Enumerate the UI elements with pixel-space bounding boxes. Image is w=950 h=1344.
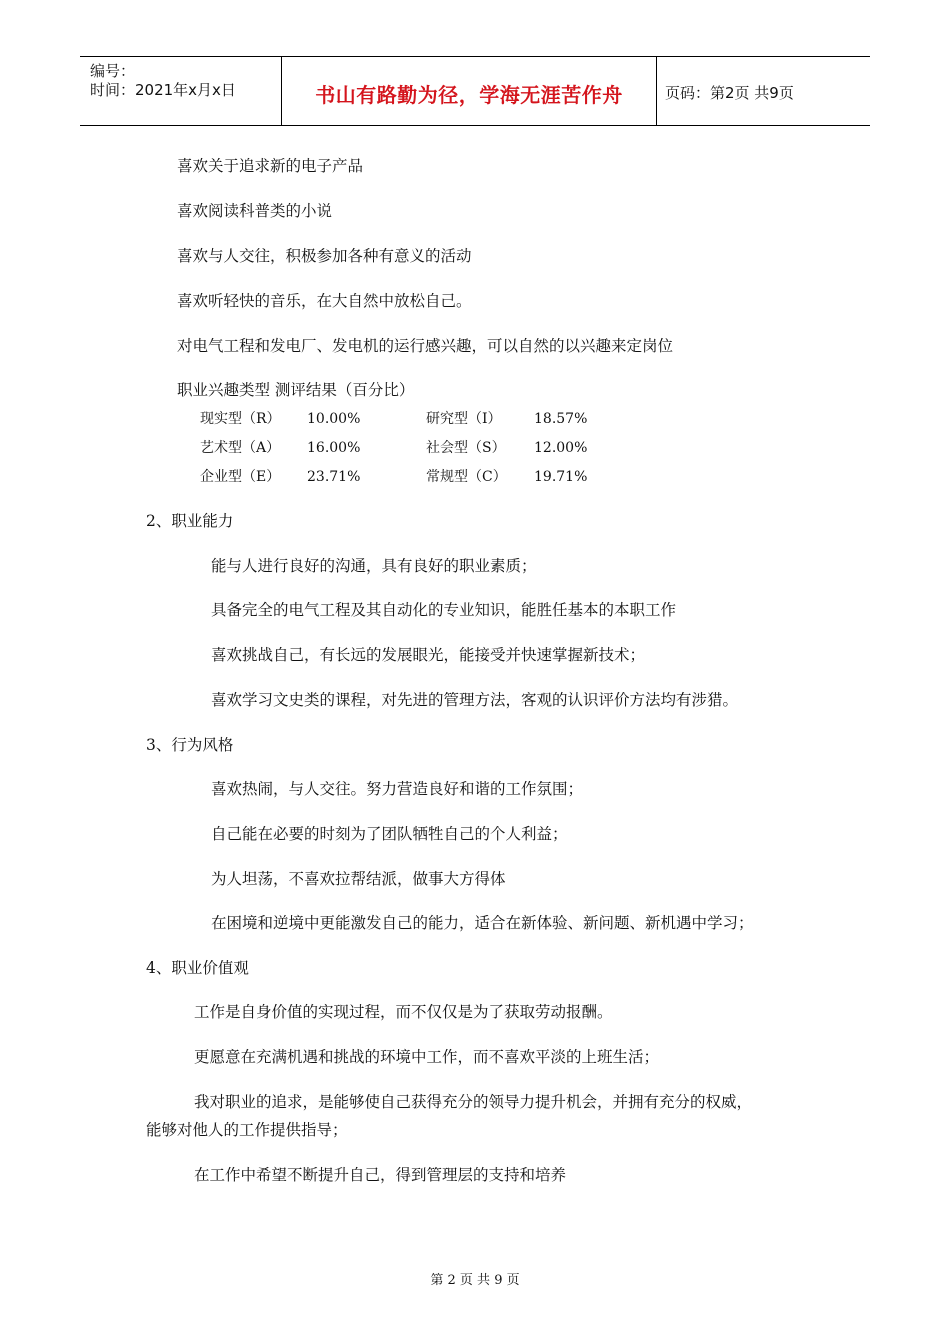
interest-type-value: 16.00%	[307, 440, 361, 456]
header-motto-cell	[281, 57, 657, 125]
interest-item: 喜欢听轻快的音乐，在大自然中放松自己。	[177, 292, 472, 310]
interest-item: 对电气工程和发电厂、发电机的运行感兴趣，可以自然的以兴趣来定岗位	[177, 337, 674, 355]
style-item: 自己能在必要的时刻为了团队牺牲自己的个人利益；	[211, 825, 568, 843]
interest-type-value: 12.00%	[534, 440, 588, 456]
page-footer: 第 2 页 共 9 页	[430, 1273, 520, 1288]
interest-type-value: 18.57%	[534, 411, 588, 427]
section-heading: 2、职业能力	[146, 512, 234, 530]
section-heading: 3、行为风格	[146, 736, 234, 754]
interest-type-label: 艺术型（A）	[200, 440, 281, 456]
ability-item: 喜欢挑战自己，有长远的发展眼光，能接受并快速掌握新技术；	[211, 646, 646, 664]
interest-type-label: 研究型（I）	[426, 411, 502, 427]
style-item: 在困境和逆境中更能激发自己的能力，适合在新体验、新问题、新机遇中学习；	[211, 914, 754, 932]
header-page-cell	[656, 57, 870, 125]
ability-item: 具备完全的电气工程及其自动化的专业知识，能胜任基本的本职工作	[211, 601, 677, 619]
value-item: 在工作中希望不断提升自己，得到管理层的支持和培养	[194, 1166, 567, 1184]
interest-type-label: 常规型（C）	[426, 469, 507, 485]
header-info-cell	[80, 57, 281, 125]
interest-item: 喜欢关于追求新的电子产品	[177, 157, 364, 175]
header-motto: 书山有路勤为径，学海无涯苦作舟	[315, 83, 623, 107]
interest-type-label: 企业型（E）	[200, 469, 281, 485]
document-number-label: 编号：	[90, 62, 136, 80]
ability-item: 能与人进行良好的沟通，具有良好的职业素质；	[211, 557, 537, 575]
interest-table-header: 职业兴趣类型 测评结果（百分比）	[177, 381, 415, 399]
header-page-number: 页码：第2页 共9页	[665, 84, 794, 102]
ability-item: 喜欢学习文史类的课程，对先进的管理方法，客观的认识评价方法均有涉猎。	[211, 691, 739, 709]
interest-type-label: 现实型（R）	[200, 411, 281, 427]
value-item: 更愿意在充满机遇和挑战的环境中工作，而不喜欢平淡的上班生活；	[194, 1048, 660, 1066]
value-item-continued: 能够对他人的工作提供指导；	[146, 1121, 348, 1139]
document-date-label: 时间：2021年x月x日	[90, 81, 236, 99]
interest-type-label: 社会型（S）	[426, 440, 506, 456]
value-item: 我对职业的追求，是能够使自己获得充分的领导力提升机会，并拥有充分的权威，	[194, 1093, 753, 1111]
interest-type-value: 19.71%	[534, 469, 588, 485]
page-header	[80, 56, 870, 126]
interest-type-value: 23.71%	[307, 469, 361, 485]
value-item: 工作是自身价值的实现过程，而不仅仅是为了获取劳动报酬。	[194, 1003, 613, 1021]
interest-type-value: 10.00%	[307, 411, 361, 427]
section-heading: 4、职业价值观	[146, 959, 249, 977]
style-item: 喜欢热闹，与人交往。努力营造良好和谐的工作氛围；	[211, 780, 584, 798]
interest-item: 喜欢阅读科普类的小说	[177, 202, 333, 220]
style-item: 为人坦荡，不喜欢拉帮结派，做事大方得体	[211, 870, 506, 888]
interest-item: 喜欢与人交往，积极参加各种有意义的活动	[177, 247, 472, 265]
